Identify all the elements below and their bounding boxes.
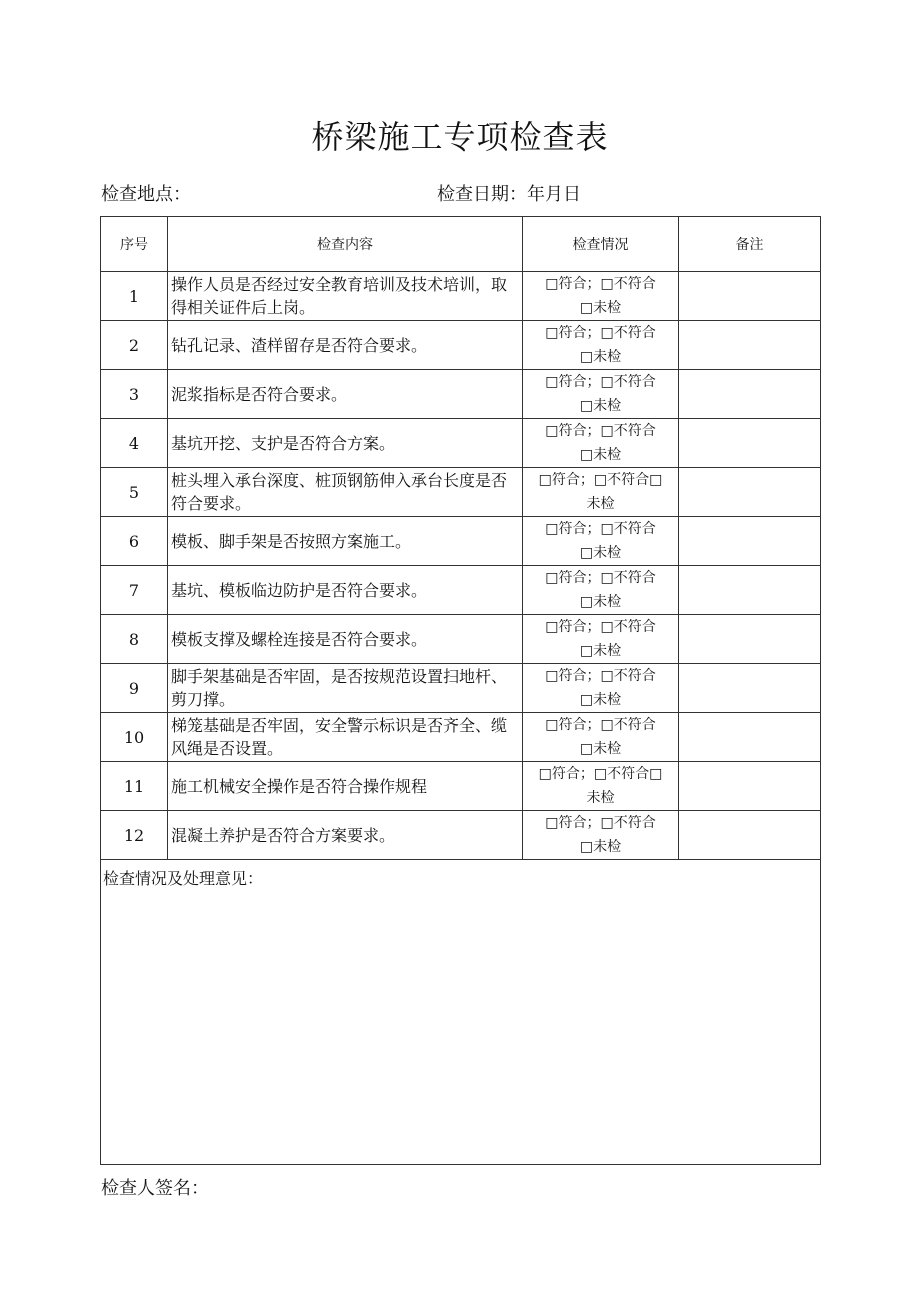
- row-check-options[interactable]: [523, 517, 679, 566]
- page-title: 桥梁施工专项检查表: [311, 118, 609, 156]
- check-option-unchecked[interactable]: □未检: [579, 447, 622, 463]
- check-option-pass-fail[interactable]: □符合；□不符合: [545, 815, 656, 831]
- table-row: [101, 811, 821, 860]
- row-content: 基坑、模板临边防护是否符合要求。: [168, 566, 523, 615]
- row-content: 脚手架基础是否牢固，是否按规范设置扫地杆、剪刀撑。: [168, 664, 523, 713]
- check-option-unchecked[interactable]: □未检: [579, 594, 622, 610]
- row-check-options[interactable]: [523, 615, 679, 664]
- row-number: 1: [101, 272, 168, 321]
- table-header-row: [101, 217, 821, 272]
- check-option-pass-fail[interactable]: □符合；□不符合: [545, 717, 656, 733]
- header-note: 备注: [679, 217, 821, 272]
- check-option-unchecked[interactable]: □未检: [579, 349, 622, 365]
- check-option-unchecked[interactable]: □未检: [579, 692, 622, 708]
- row-number: 12: [101, 811, 168, 860]
- header-content: 检查内容: [168, 217, 523, 272]
- row-number: 7: [101, 566, 168, 615]
- row-content: 基坑开挖、支护是否符合方案。: [168, 419, 523, 468]
- row-check-options[interactable]: [523, 370, 679, 419]
- row-note[interactable]: [679, 664, 821, 713]
- check-option-pass-fail[interactable]: □符合；□不符合: [545, 668, 656, 684]
- check-option-pass-fail[interactable]: □符合；□不符合: [545, 325, 656, 341]
- table-row: [101, 468, 821, 517]
- row-number: 6: [101, 517, 168, 566]
- row-check-options[interactable]: [523, 713, 679, 762]
- row-check-options[interactable]: [523, 419, 679, 468]
- check-option-unchecked[interactable]: □未检: [579, 741, 622, 757]
- row-check-options[interactable]: [523, 664, 679, 713]
- row-note[interactable]: [679, 321, 821, 370]
- check-option-pass-fail[interactable]: □符合；□不符合: [545, 423, 656, 439]
- inspection-table: [100, 216, 821, 1165]
- header-status: 检查情况: [523, 217, 679, 272]
- row-number: 3: [101, 370, 168, 419]
- table-row: [101, 370, 821, 419]
- row-number: 9: [101, 664, 168, 713]
- check-option-pass-fail[interactable]: □符合；□不符合: [545, 570, 656, 586]
- inspection-date-label: 检查日期：年月日: [437, 184, 581, 205]
- check-option-unchecked[interactable]: □未检: [579, 839, 622, 855]
- table-row: [101, 615, 821, 664]
- inspector-signature-label: 检查人签名：: [101, 1178, 209, 1199]
- row-number: 5: [101, 468, 168, 517]
- row-content: 混凝土养护是否符合方案要求。: [168, 811, 523, 860]
- check-option-pass-fail[interactable]: □符合；□不符合: [545, 521, 656, 537]
- check-option-pass-fail[interactable]: □符合；□不符合: [545, 619, 656, 635]
- table-row: [101, 566, 821, 615]
- check-option-pass-fail[interactable]: □符合；□不符合□: [538, 766, 663, 782]
- row-note[interactable]: [679, 272, 821, 321]
- row-number: 8: [101, 615, 168, 664]
- table-row: [101, 713, 821, 762]
- table-row: [101, 762, 821, 811]
- row-check-options[interactable]: [523, 321, 679, 370]
- row-content: 泥浆指标是否符合要求。: [168, 370, 523, 419]
- row-check-options[interactable]: [523, 468, 679, 517]
- remarks-row: [101, 860, 821, 1165]
- check-option-unchecked[interactable]: □未检: [579, 545, 622, 561]
- check-option-unchecked[interactable]: 未检: [586, 790, 615, 806]
- row-content: 模板、脚手架是否按照方案施工。: [168, 517, 523, 566]
- row-content: 钻孔记录、渣样留存是否符合要求。: [168, 321, 523, 370]
- table-row: [101, 321, 821, 370]
- row-content: 模板支撑及螺栓连接是否符合要求。: [168, 615, 523, 664]
- inspection-location-label: 检查地点：: [101, 184, 191, 205]
- table-row: [101, 517, 821, 566]
- row-number: 4: [101, 419, 168, 468]
- check-option-unchecked[interactable]: □未检: [579, 643, 622, 659]
- row-note[interactable]: [679, 517, 821, 566]
- header-no: 序号: [101, 217, 168, 272]
- row-note[interactable]: [679, 615, 821, 664]
- row-number: 10: [101, 713, 168, 762]
- row-check-options[interactable]: [523, 762, 679, 811]
- check-option-unchecked[interactable]: □未检: [579, 300, 622, 316]
- row-check-options[interactable]: [523, 566, 679, 615]
- check-option-pass-fail[interactable]: □符合；□不符合: [545, 276, 656, 292]
- remarks-label: 检查情况及处理意见：: [103, 869, 264, 888]
- row-note[interactable]: [679, 419, 821, 468]
- table-row: [101, 664, 821, 713]
- row-content: 桩头埋入承台深度、桩顶钢筋伸入承台长度是否符合要求。: [168, 468, 523, 517]
- row-content: 操作人员是否经过安全教育培训及技术培训，取得相关证件后上岗。: [168, 272, 523, 321]
- row-check-options[interactable]: [523, 272, 679, 321]
- row-note[interactable]: [679, 468, 821, 517]
- row-note[interactable]: [679, 566, 821, 615]
- row-content: 梯笼基础是否牢固，安全警示标识是否齐全、缆风绳是否设置。: [168, 713, 523, 762]
- check-option-pass-fail[interactable]: □符合；□不符合: [545, 374, 656, 390]
- table-row: [101, 419, 821, 468]
- check-option-pass-fail[interactable]: □符合；□不符合□: [538, 472, 663, 488]
- row-number: 11: [101, 762, 168, 811]
- row-note[interactable]: [679, 811, 821, 860]
- remarks-cell: [101, 860, 821, 1165]
- row-content: 施工机械安全操作是否符合操作规程: [168, 762, 523, 811]
- row-check-options[interactable]: [523, 811, 679, 860]
- row-note[interactable]: [679, 713, 821, 762]
- check-option-unchecked[interactable]: □未检: [579, 398, 622, 414]
- row-note[interactable]: [679, 762, 821, 811]
- row-note[interactable]: [679, 370, 821, 419]
- check-option-unchecked[interactable]: 未检: [586, 496, 615, 512]
- table-row: [101, 272, 821, 321]
- row-number: 2: [101, 321, 168, 370]
